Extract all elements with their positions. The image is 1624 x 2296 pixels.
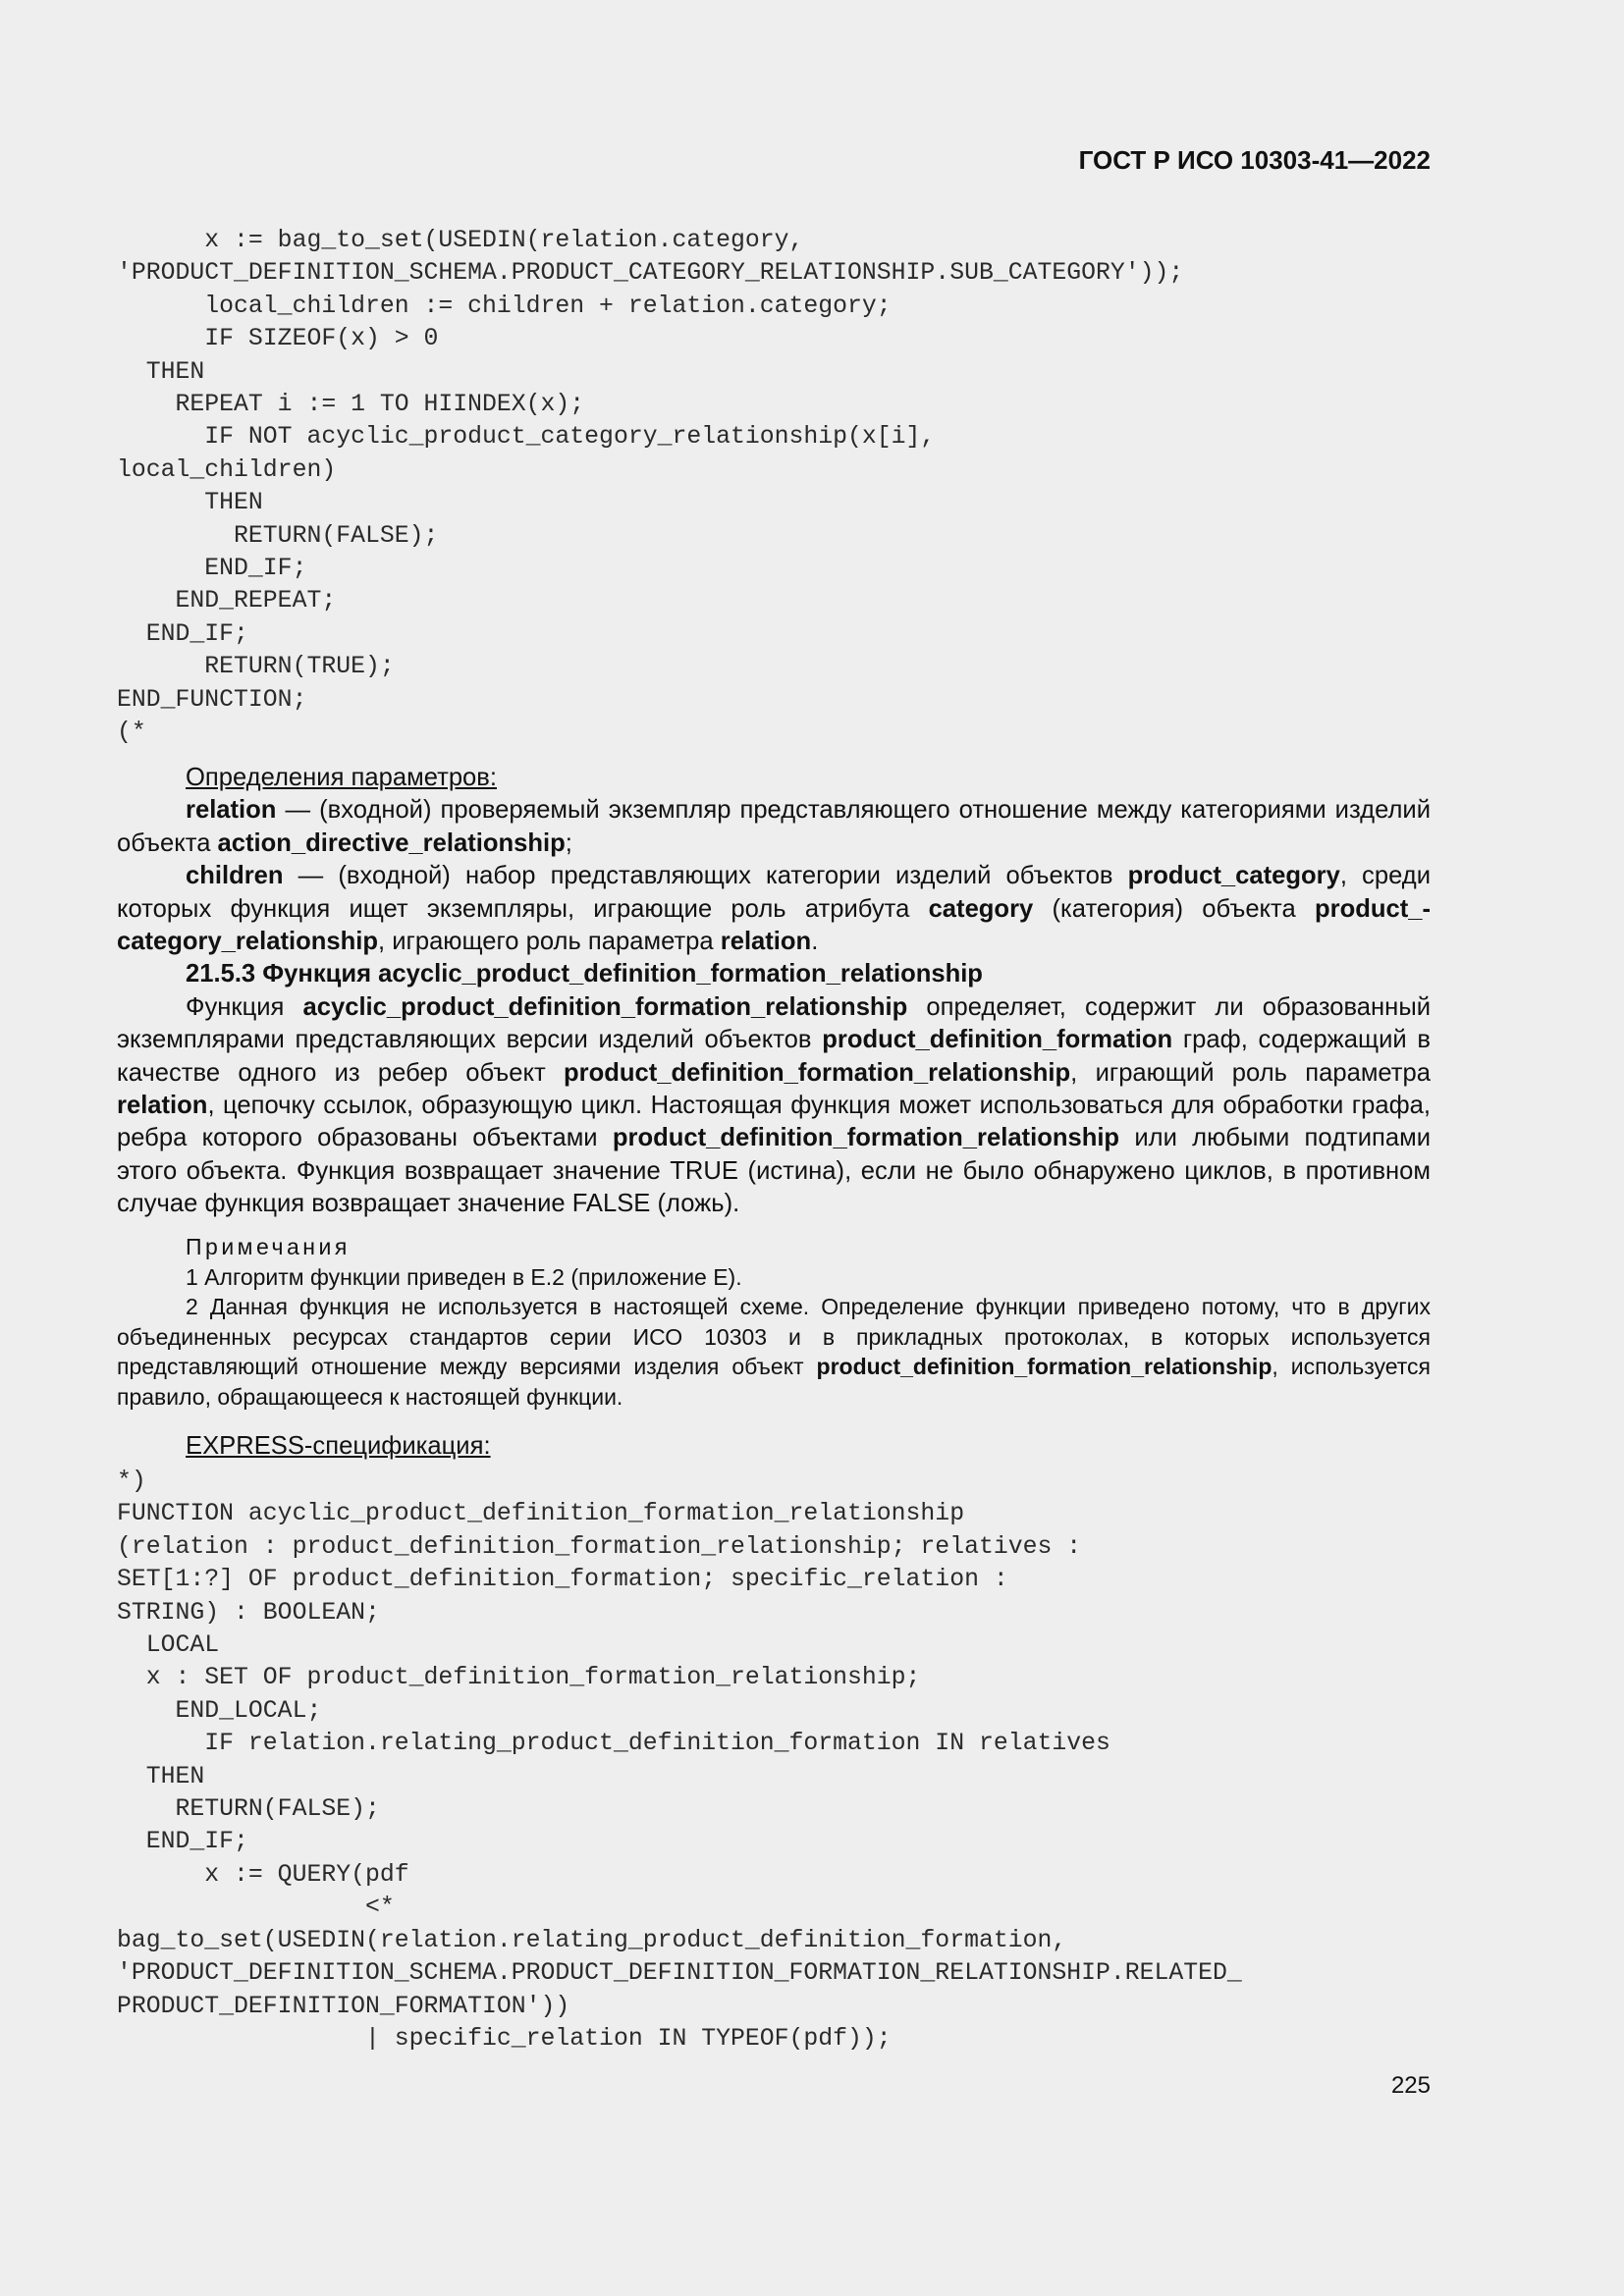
param-relation: relation — (входной) проверяемый экземпляр представляющего отношение между категориями изделий объекта action_directive_relationship; — [117, 796, 1431, 857]
express-heading: EXPRESS-спецификация: — [186, 1432, 491, 1460]
express-code-bottom: *) FUNCTION acyclic_product_definition_formation_relationship (relation : product_definition_formation_relationship; relatives : SET[1:?] OF product_definition_formation; specific_relation : STRING) : BOOLEAN; LOCAL x : SET OF product_definition_formation_relationship; END_LOCAL; IF relation.relating_product_definition_formation IN relatives THEN RETURN(FALSE); END_IF; x := QUERY(pdf <* bag_to_set(USEDIN(relation.relating_product_definition_formation, 'PRODUCT_DEFINITION_SCHEMA.PRODUCT_DEFINITION_FORMATION_RELATIONSHIP.RELATED_ PRODUCT_DEFINITION_FORMATION')) | specific_relation IN TYPEOF(pdf)); — [117, 1468, 1242, 2053]
note-1: 1 Алгоритм функции приведен в Е.2 (приложение Е). — [186, 1263, 742, 1290]
section-heading: 21.5.3 Функция acyclic_product_definition_formation_relationship — [186, 960, 983, 988]
express-heading-block — [117, 1430, 1431, 1463]
param-children: children — (входной) набор представляющих категории изделий объектов product_category, среди которых функция ищет экземпляры, играющие роль атрибута category (категория) объекта product_category_relationship, играющего роль параметра relation. — [117, 862, 1431, 956]
parameters-heading: Определения параметров: — [186, 764, 497, 791]
standard-header: ГОСТ Р ИСО 10303-41—2022 — [1078, 145, 1431, 175]
section-body: Функция acyclic_product_definition_formation_relationship определяет, содержит ли образованный экземплярами представляющих версии изделий объектов product_definition_formation граф, содержащий в качестве одного из ребер объект product_definition_formation_relationship, играющий роль параметра relation, цепочку ссылок, образующую цикл. Настоящая функция может использоваться для обработки графа, ребра которого образованы объектами product_definition_formation_relationship или любыми подтипами этого объекта. Функция возвращает значение TRUE (истина), если не было обнаружено циклов, в противном случае функция возвращает значение FALSE (ложь). — [117, 992, 1432, 1218]
page-number: 225 — [1390, 2072, 1431, 2099]
notes-block — [117, 1232, 1431, 1412]
notes-heading: Примечания — [186, 1234, 351, 1259]
express-code-top: x := bag_to_set(USEDIN(relation.category, 'PRODUCT_DEFINITION_SCHEMA.PRODUCT_CATEGORY_RELATIONSHIP.SUB_CATEGORY')); local_children := children + relation.category; IF SIZEOF(x) > 0 THEN REPEAT i := 1 TO HIINDEX(x); IF NOT acyclic_product_category_relationship(x[i], local_children) THEN RETURN(FALSE); END_IF; END_REPEAT; END_IF; RETURN(TRUE); END_FUNCTION; (* — [117, 227, 1184, 747]
parameters-block — [117, 762, 1431, 1221]
note-2: 2 Данная функция не используется в настоящей схеме. Определение функции приведено потому, что в других объединенных ресурсах стандартов серии ИСО 10303 и в прикладных протоколах, в которых используется представляющий отношение между версиями изделия объект product_definition_formation_relationship, используется правило, обращающееся к настоящей функции. — [117, 1294, 1431, 1410]
